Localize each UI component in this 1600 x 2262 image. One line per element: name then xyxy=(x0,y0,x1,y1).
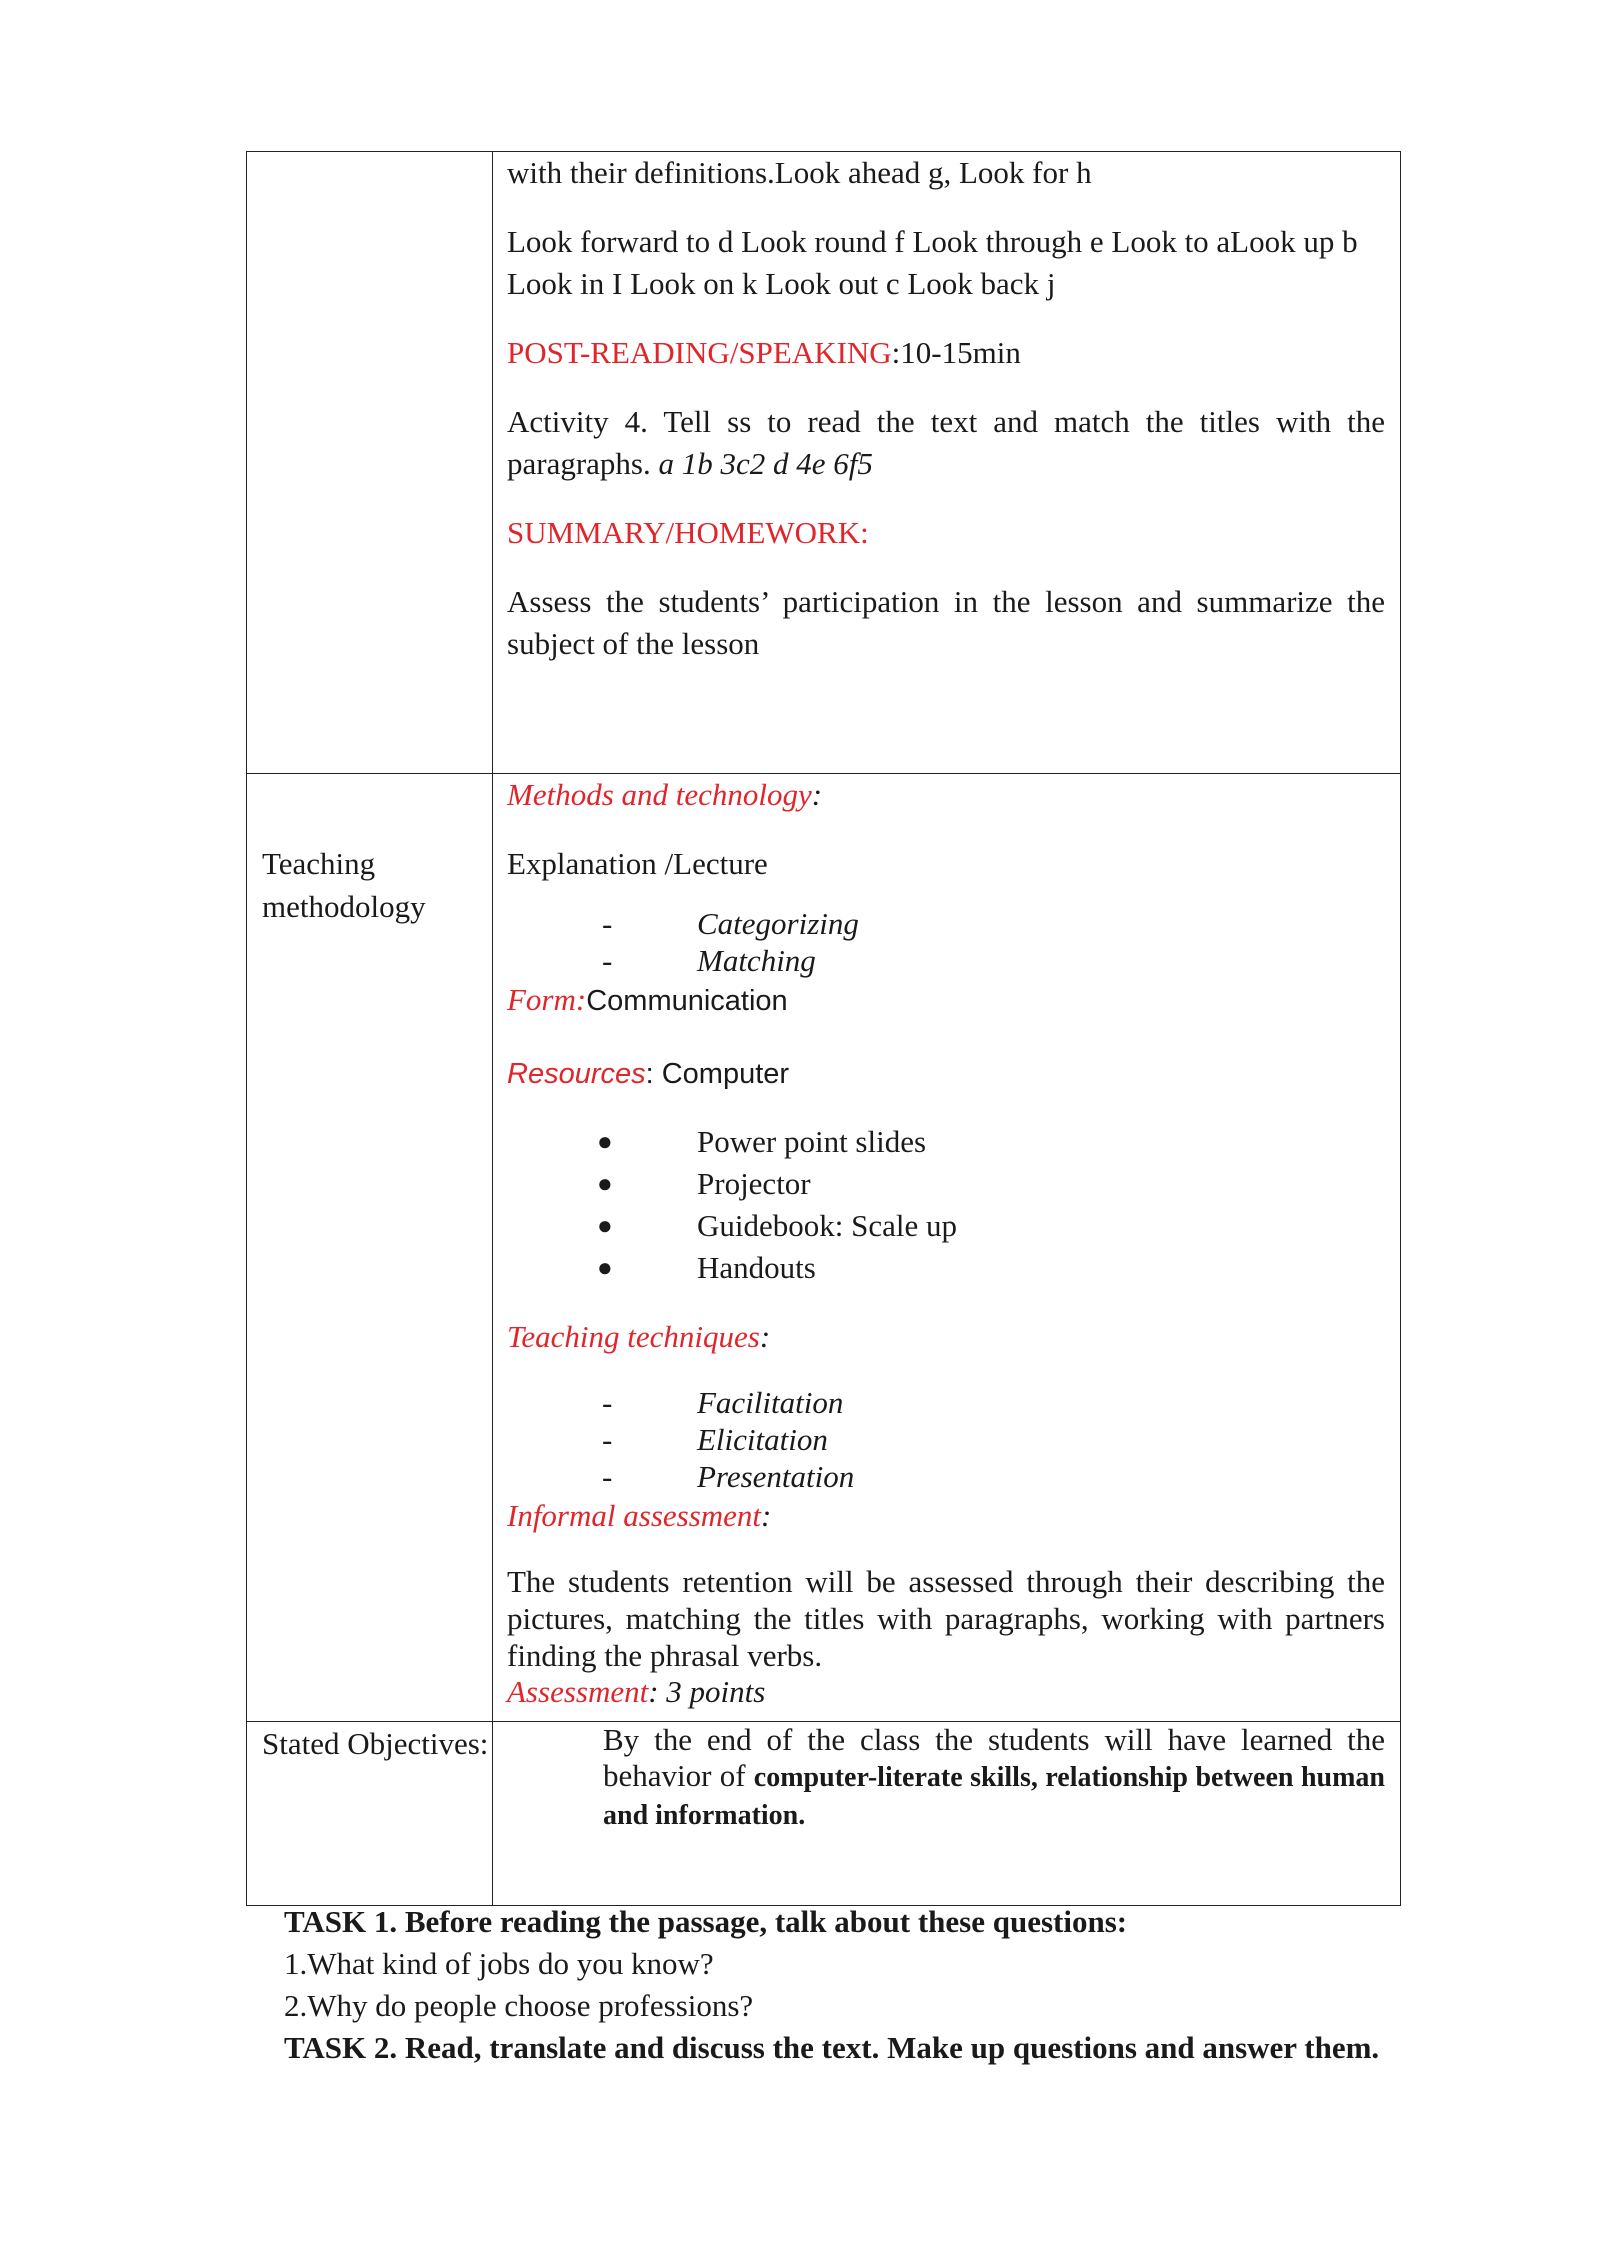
procedure-cell xyxy=(493,152,1401,774)
activity-4-answers: a 1b 3c2 d 4e 6f5 xyxy=(658,446,873,481)
dash-marker: - xyxy=(602,1385,613,1420)
table-row-procedure xyxy=(247,152,1401,774)
form-value: Communication xyxy=(586,985,788,1017)
bullet-icon: ● xyxy=(597,1169,613,1198)
summary-text: Assess the students’ participation in the lesson and summarize the subject of the lesson xyxy=(507,584,1385,661)
dash-marker: - xyxy=(602,943,613,978)
informal-text: The students retention will be assessed through their describing the pictures, matching the titles with paragraphs, working with partners finding the phrasal verbs. xyxy=(507,1564,1385,1673)
phrasal-verbs-answers: Look forward to d Look round f Look through e Look to aLook up b Look in I Look on k Look out c Look back j xyxy=(507,224,1358,301)
objective-bold: computer-literate skills, relationship between human and information. xyxy=(603,1762,1386,1831)
resources-value: : Computer xyxy=(645,1058,790,1090)
post-reading-line xyxy=(507,332,1385,374)
techniques-heading-line xyxy=(507,1316,1385,1358)
teaching-methodology-label: Teaching methodology xyxy=(262,846,426,924)
summary-heading: SUMMARY/HOMEWORK: xyxy=(507,515,869,550)
informal-heading: Informal assessment xyxy=(507,1498,762,1533)
task-2-title: TASK 2. Read, translate and discuss the text. Make up questions and answer them. xyxy=(284,2030,1380,2065)
methods-heading: Methods and technology xyxy=(507,777,812,812)
table-row-objectives xyxy=(247,1722,1401,1906)
techniques-list xyxy=(507,1384,1385,1495)
list-item: ● Guidebook: Scale up xyxy=(507,1205,1385,1247)
table-row-methodology xyxy=(247,774,1401,1722)
resources-line xyxy=(507,1052,1385,1095)
objective-text xyxy=(507,1722,1385,1834)
resources-list xyxy=(507,1121,1385,1289)
task-1-question-1: 1.What kind of jobs do you know? xyxy=(284,1946,714,1981)
methodology-cell xyxy=(493,774,1401,1722)
list-item: - Presentation xyxy=(602,1459,855,1494)
assessment-line xyxy=(507,1674,1385,1710)
objectives-cell xyxy=(493,1722,1401,1906)
tasks-section xyxy=(284,1901,1584,2069)
informal-heading-line xyxy=(507,1495,1385,1537)
list-item: - Categorizing xyxy=(602,906,859,941)
bullet-icon: ● xyxy=(597,1211,613,1240)
form-line xyxy=(507,979,1385,1022)
assessment-label: Assessment xyxy=(507,1674,649,1709)
bullet-icon: ● xyxy=(597,1253,613,1282)
stated-objectives-label: Stated Objectives: xyxy=(262,1726,489,1761)
row-label-objectives xyxy=(247,1722,493,1906)
list-item: ● Power point slides xyxy=(507,1121,1385,1163)
form-label: Form: xyxy=(507,982,587,1017)
task-1-question-2: 2.Why do people choose professions? xyxy=(284,1988,754,2023)
list-item: - Matching xyxy=(602,943,816,978)
activity-4 xyxy=(507,401,1385,485)
post-reading-time: :10-15min xyxy=(891,335,1021,370)
dash-marker: - xyxy=(602,1459,613,1494)
techniques-colon: : xyxy=(759,1319,771,1354)
activity-4-text: Activity 4. Tell ss to read the text and match the titles with the paragraphs. xyxy=(507,404,1385,481)
methods-colon: : xyxy=(811,777,823,812)
bullet-icon: ● xyxy=(597,1127,613,1156)
informal-colon: : xyxy=(761,1498,772,1533)
objective-plain: By the end of the class the students will have learned the behavior of xyxy=(603,1722,1385,1793)
post-reading-heading: POST-READING/SPEAKING xyxy=(507,335,892,370)
definitions-line: with their definitions.Look ahead g, Look for h xyxy=(507,155,1092,190)
list-item: - Facilitation xyxy=(602,1385,844,1420)
row-label-empty xyxy=(247,152,493,774)
methods-list xyxy=(507,905,1385,979)
list-item: - Elicitation xyxy=(602,1422,828,1457)
dash-marker: - xyxy=(602,906,613,941)
methods-text: Explanation /Lecture xyxy=(507,846,768,881)
methods-heading-line xyxy=(507,774,1385,816)
task-1-title: TASK 1. Before reading the passage, talk about these questions: xyxy=(284,1904,1128,1939)
lesson-plan-table xyxy=(246,151,1401,1906)
assessment-value: : 3 points xyxy=(648,1674,766,1709)
list-item: ● Projector xyxy=(507,1163,1385,1205)
row-label-methodology xyxy=(247,774,493,1722)
resources-label: Resources xyxy=(507,1058,646,1090)
dash-marker: - xyxy=(602,1422,613,1457)
techniques-heading: Teaching techniques xyxy=(507,1319,760,1354)
list-item: ● Handouts xyxy=(507,1247,1385,1289)
